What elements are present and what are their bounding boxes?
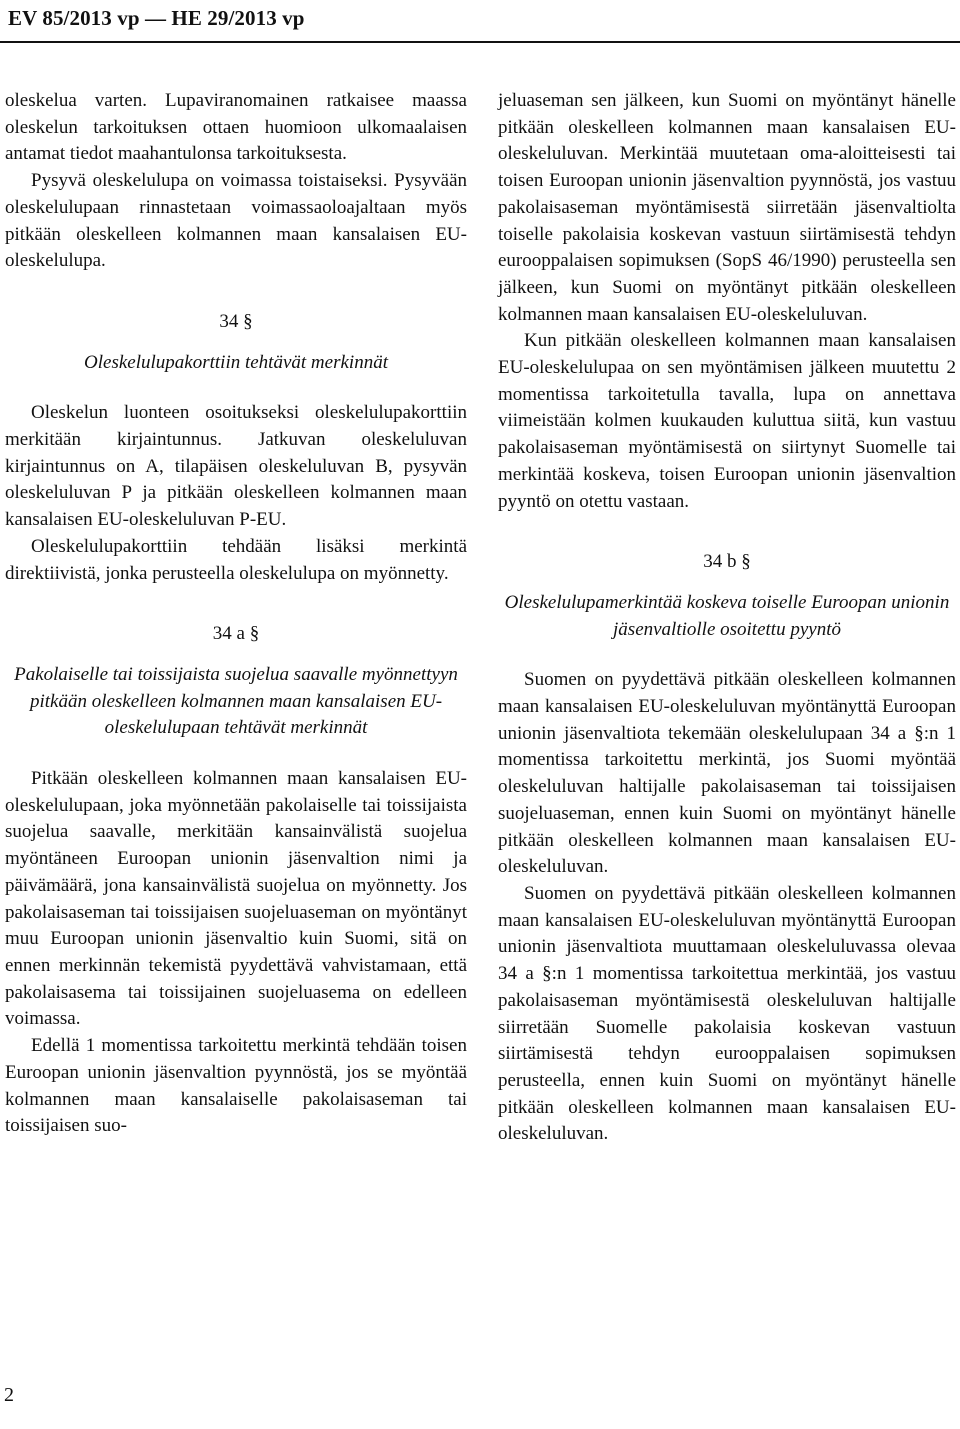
paragraph: Pitkään oleskelleen kolmannen maan kansalaisen EU-oleskelulupaan, joka myönnetään pakolaiselle tai toissijaista suojelua saavalle, merkitään kansainvälistä suojelua myöntäneen Euroopan unionin jäsenvaltion nimi ja päivämäärä, jona kansainvälistä suojelua on myönnetty. Jos pakolaisaseman tai toissijaisen suojeluaseman on myöntänyt muu Euroopan unionin jäsenvaltio kuin Suomi, sitä on ennen merkinnän tekemistä pyydettävä vahvistamaan, että pakolaisasema tai toissijainen suojeluasema on edelleen voimassa. [5, 768, 467, 1030]
document-reference: EV 85/2013 vp — HE 29/2013 vp [8, 6, 305, 30]
right-column [498, 88, 956, 1148]
paragraph: jeluaseman sen jälkeen, kun Suomi on myöntänyt hänelle pitkään oleskelleen kolmannen maan kansalaisen EU-oleskeluluvan. Merkintää muutetaan oma-aloitteisesti tai toisen Euroopan unionin jäsenvaltion pyynnöstä, jos vastuu pakolaisaseman myöntämisestä siirretään jäsenvaltiolta toiselle pakolaisia koskevan vastuun siirtämisestä tehdyn eurooppalaisen sopimuksen (SopS 46/1990) perusteella sen jälkeen, kun Suomi on myöntänyt pitkään oleskelleen kolmannen maan kansalaisen EU-oleskeluluvan. [498, 90, 956, 325]
paragraph: oleskelua varten. Lupaviranomainen ratkaisee maassa oleskelun tarkoituksen ottaen huomioon ulkomaalaisen antamat tiedot maahantulonsa tarkoituksesta. [5, 90, 467, 165]
section-number: 34 § [219, 310, 253, 332]
section-title: Oleskelulupamerkintää koskeva toiselle Euroopan unionin jäsenvaltiolle osoitettu pyyntö [504, 591, 950, 640]
paragraph: Oleskelun luonteen osoitukseksi oleskelulupakorttiin merkitään kirjaintunnus. Jatkuvan oleskeluluvan kirjaintunnus on A, tilapäisen oleskeluluvan B, pysyvän oleskeluluvan P ja pitkään oleskelleen kolmannen maan kansalaisen EU-oleskeluluvan P-EU. [5, 402, 467, 531]
page-number: 2 [4, 1384, 14, 1406]
left-column [5, 88, 467, 1140]
paragraph: Suomen on pyydettävä pitkään oleskelleen kolmannen maan kansalaisen EU-oleskeluluvan myöntänyttä Euroopan unionin jäsenvaltiota tekemään oleskelulupaan 34 a §:n 1 momentissa tarkoitettu merkintä, jos Suomi myöntää oleskeluluvan haltijalle pakolaisaseman tai toissijaisen suojeluaseman, ennen kuin Suomi on myöntänyt hänelle pitkään oleskelleen kolmannen maan kansalaisen EU-oleskeluluvan. [498, 669, 956, 878]
section-title: Oleskelulupakorttiin tehtävät merkinnät [84, 351, 388, 373]
paragraph: Suomen on pyydettävä pitkään oleskelleen kolmannen maan kansalaisen EU-oleskeluluvan myöntänyttä Euroopan unionin jäsenvaltiota muuttamaan oleskeluluvassa olevaa 34 a §:n 1 momentissa tarkoitettua merkintää, jos vastuu pakolaisaseman myöntämisestä oleskeluluvan haltijalle siirretään Suomelle pakolaisia koskevan vastuun siirtämisestä tehdyn eurooppalaisen sopimuksen perusteella, ennen kuin Suomi on myöntänyt hänelle pitkään oleskelleen kolmannen maan kansalaisen EU-oleskeluluvan. [498, 882, 956, 1145]
paragraph: Edellä 1 momentissa tarkoitettu merkintä tehdään toisen Euroopan unionin jäsenvaltion pyynnöstä, jos se myöntää kolmannen maan kansalaiselle pakolaisaseman tai toissijaisen suo- [5, 1035, 467, 1137]
page-header [0, 0, 960, 48]
section-title: Pakolaiselle tai toissijaista suojelua saavalle myönnettyyn pitkään oleskelleen kolmannen maan kansalaisen EU-oleskelulupaan tehtävät merkinnät [14, 663, 458, 739]
paragraph: Pysyvä oleskelulupa on voimassa toistaiseksi. Pysyvään oleskelulupaan rinnastetaan voimassaoloajaltaan myös pitkään oleskelleen kolmannen maan kansalaisen EU-oleskelulupa. [5, 170, 467, 272]
section-number: 34 a § [212, 623, 260, 645]
paragraph: Oleskelulupakorttiin tehdään lisäksi merkintä direktiivistä, jonka perusteella oleskelulupa on myönnetty. [5, 535, 467, 584]
header-rule [0, 41, 960, 43]
paragraph: Kun pitkään oleskelleen kolmannen maan kansalaisen EU-oleskelulupaa on sen myöntämisen jälkeen muutettu 2 momentissa tarkoitetulla tavalla, lupa on annettava viimeistään kolmen kuukauden kuluttua siitä, kun vastuu pakolaisaseman myöntämisestä on siirtynyt Suomelle tai merkintää koskeva, toisen Euroopan unionin jäsenvaltion pyyntö on otettu vastaan. [498, 330, 956, 512]
section-number: 34 b § [703, 551, 751, 573]
